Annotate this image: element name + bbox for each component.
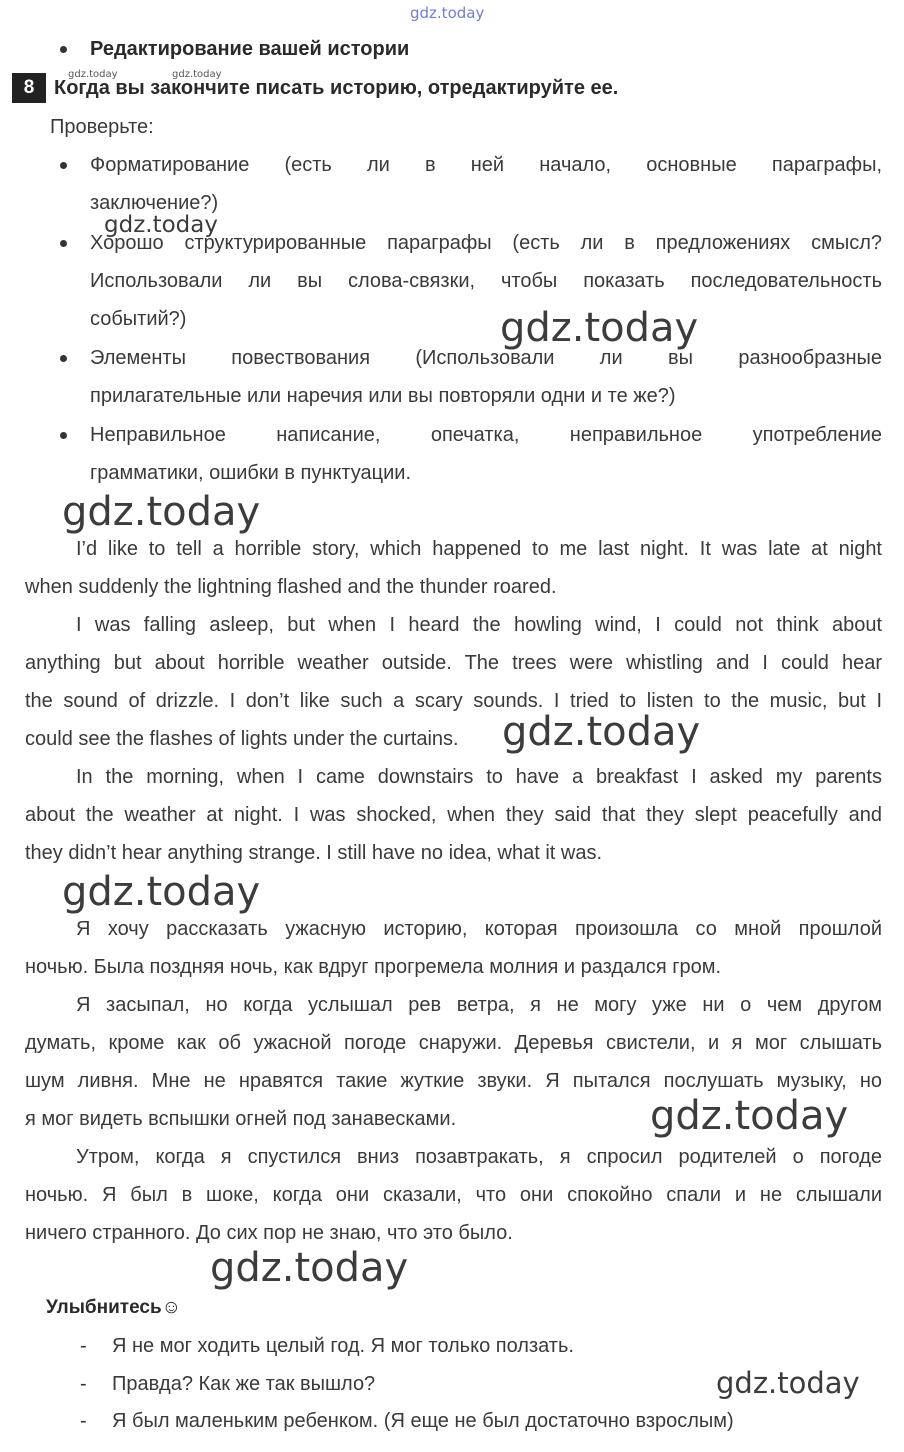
ru-p3-line3: ничего странного. До сих пор не знаю, что это было. bbox=[25, 1222, 513, 1244]
check-item-4-line1: Неправильное написание, опечатка, неправильное употребление bbox=[90, 424, 882, 446]
ru-p3-line2: ночью. Я был в шоке, когда они сказали, что они спокойно спали и не слышали bbox=[25, 1184, 882, 1206]
en-p2-line4: could see the flashes of lights under the curtains. bbox=[25, 728, 459, 750]
bullet-dot bbox=[60, 355, 67, 362]
ru-p2-line2: думать, кроме как об ужасной погоде снаружи. Деревья свистели, и я мог слышать bbox=[25, 1032, 882, 1054]
check-item-1-line2: заключение?) bbox=[90, 192, 219, 214]
check-item-4-line2: грамматики, ошибки в пунктуации. bbox=[90, 462, 412, 484]
en-p3-line2: about the weather at night. I was shocked, when they said that they slept peacefully and bbox=[25, 804, 882, 826]
watermark-big-6: gdz.today bbox=[210, 1245, 409, 1291]
en-p2-line1: I was falling asleep, but when I heard the howling wind, I could not think about bbox=[76, 614, 882, 636]
ru-p1-line1: Я хочу рассказать ужасную историю, которая произошла со мной прошлой bbox=[76, 918, 882, 940]
bullet-dot bbox=[60, 240, 67, 247]
ru-p2-line4: я мог видеть вспышки огней под занавесками. bbox=[25, 1108, 457, 1130]
check-item-1-line1: Форматирование (есть ли в ней начало, основные параграфы, bbox=[90, 154, 882, 176]
smile-title: Улыбнитесь☺ bbox=[46, 1297, 182, 1318]
watermark-mid-1: gdz.today bbox=[104, 212, 218, 238]
ru-p2-line1: Я засыпал, но когда услышал рев ветра, я не могу уже ни о чем другом bbox=[76, 994, 882, 1016]
ru-p2-line3: шум ливня. Мне не нравятся такие жуткие звуки. Я пытался послушать музыку, но bbox=[25, 1070, 882, 1092]
ru-p3-line1: Утром, когда я спустился вниз позавтракать, я спросил родителей о погоде bbox=[76, 1146, 882, 1168]
en-p1-line1: I’d like to tell a horrible story, which happened to me last night. It was late at night bbox=[76, 538, 882, 560]
dash-marker: - bbox=[80, 1410, 87, 1432]
bullet-dot bbox=[60, 162, 67, 169]
smile-line-1: Я не мог ходить целый год. Я мог только ползать. bbox=[112, 1335, 574, 1357]
smile-line-2: Правда? Как же так вышло? bbox=[112, 1373, 376, 1395]
watermark-big-3: gdz.today bbox=[502, 709, 701, 755]
en-p3-line1: In the morning, when I came downstairs to have a breakfast I asked my parents bbox=[76, 766, 882, 788]
ru-p1-line2: ночью. Была поздняя ночь, как вдруг прогремела молния и раздался гром. bbox=[25, 956, 722, 978]
watermark-big-4: gdz.today bbox=[62, 869, 261, 915]
en-p1-line2: when suddenly the lightning flashed and the thunder roared. bbox=[25, 576, 557, 598]
watermark-big-1: gdz.today bbox=[500, 305, 699, 351]
task-title: Когда вы закончите писать историю, отредактируйте ее. bbox=[54, 77, 619, 99]
smile-line-3: Я был маленьким ребенком. (Я еще не был достаточно взрослым) bbox=[112, 1410, 734, 1432]
watermark-big-2: gdz.today bbox=[62, 489, 261, 535]
dash-marker: - bbox=[80, 1373, 87, 1395]
en-p2-line2: anything but about horrible weather outside. The trees were whistling and I could hear bbox=[25, 652, 882, 674]
bullet-dot bbox=[60, 46, 67, 53]
watermark-small-1: gdz.today bbox=[68, 69, 118, 80]
en-p3-line3: they didn’t hear anything strange. I still have no idea, what it was. bbox=[25, 842, 603, 864]
watermark-small-2: gdz.today bbox=[172, 69, 222, 80]
check-item-2-line2: Использовали ли вы слова-связки, чтобы показать последовательность bbox=[90, 270, 882, 292]
check-item-3-line2: прилагательные или наречия или вы повторяли одни и те же?) bbox=[90, 385, 676, 407]
check-item-2-line1: Хорошо структурированные параграфы (есть ли в предложениях смысл? bbox=[90, 232, 882, 254]
watermark-big-5: gdz.today bbox=[650, 1093, 849, 1139]
bullet-dot bbox=[60, 432, 67, 439]
task-number-badge: 8 bbox=[12, 73, 46, 103]
watermark-top: gdz.today bbox=[410, 4, 485, 22]
check-item-3-line1: Элементы повествования (Использовали ли вы разнообразные bbox=[90, 347, 882, 369]
en-p2-line3: the sound of drizzle. I don’t like such a scary sounds. I tried to listen to the music, but I bbox=[25, 690, 882, 712]
dash-marker: - bbox=[80, 1335, 87, 1357]
section-heading: Редактирование вашей истории bbox=[90, 38, 410, 60]
watermark-mid-2: gdz.today bbox=[716, 1366, 860, 1400]
check-label: Проверьте: bbox=[50, 116, 154, 138]
check-item-2-line3: событий?) bbox=[90, 308, 187, 330]
